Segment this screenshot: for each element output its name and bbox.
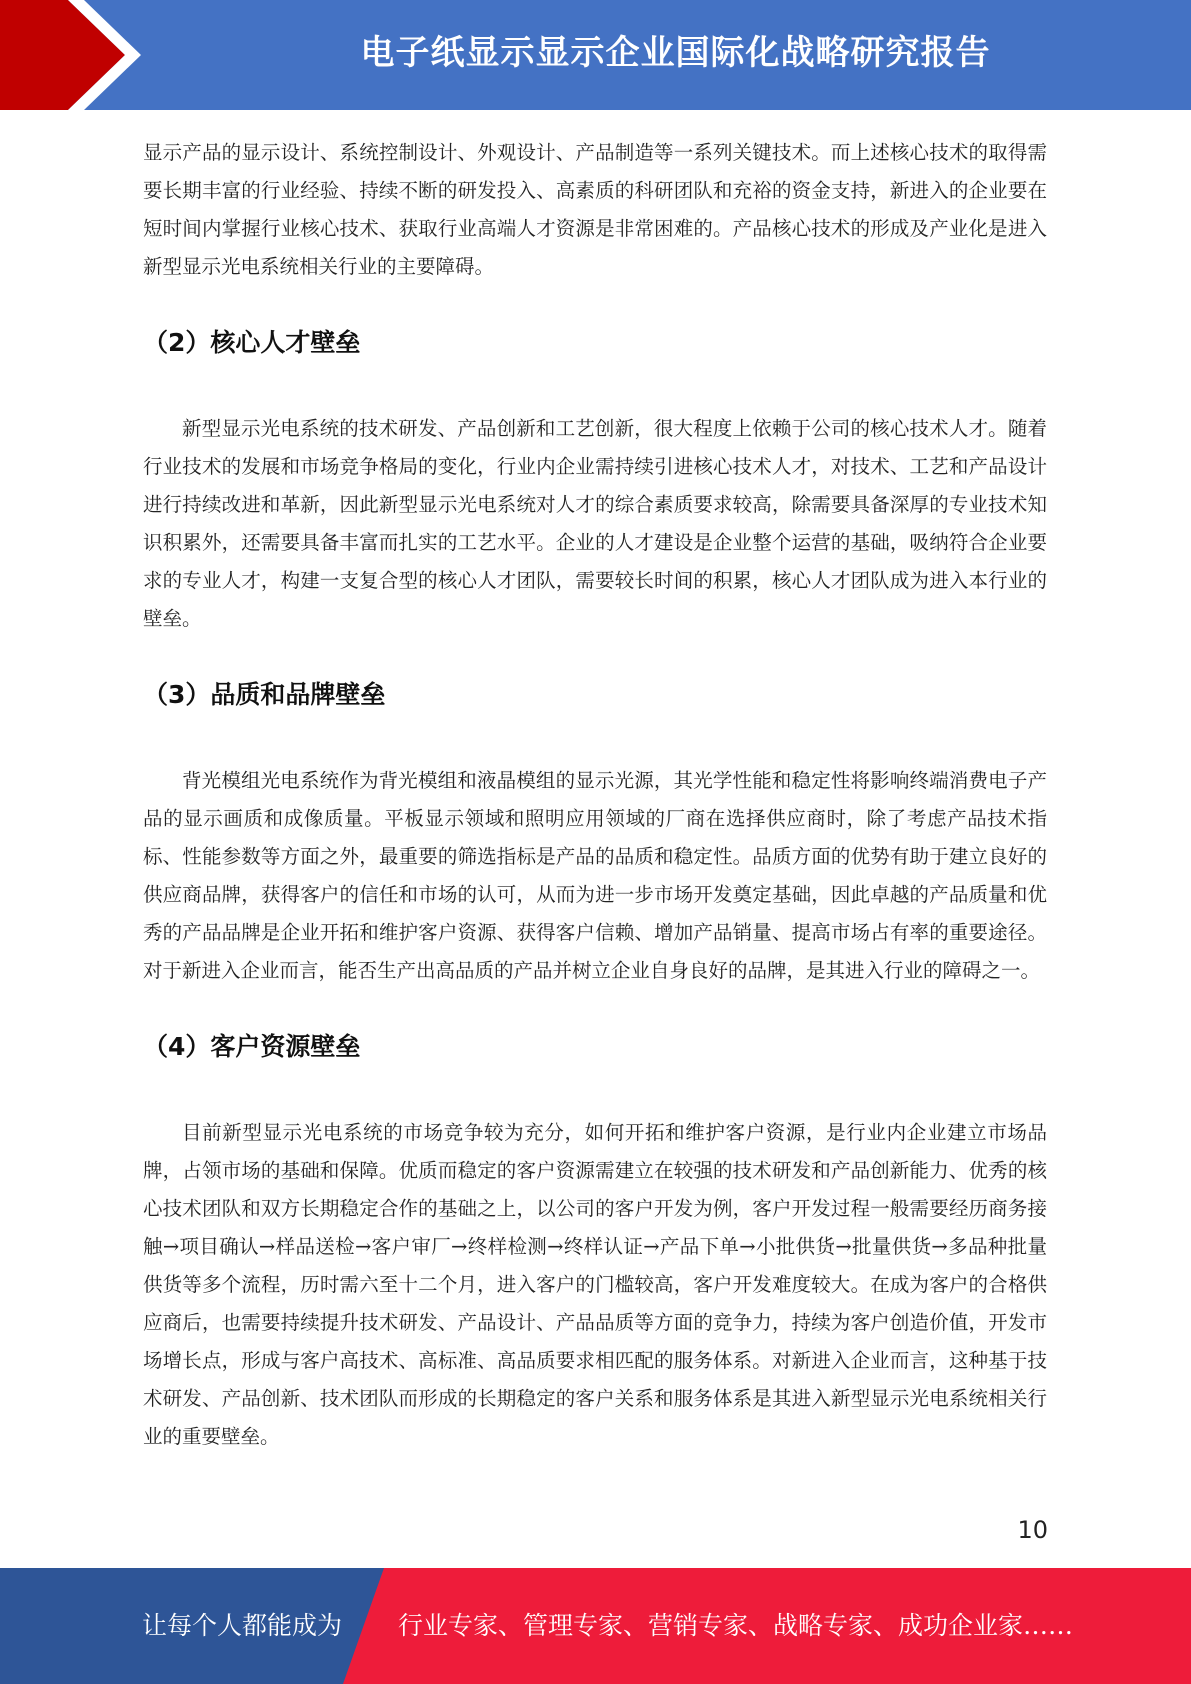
page-body [143, 134, 1047, 1456]
section-heading-customer: （4）客户资源壁垒 [143, 1032, 361, 1061]
section-paragraph-customer: 目前新型显示光电系统的市场竞争较为充分，如何开拓和维护客户资源，是行业内企业建立市场品牌，占领市场的基础和保障。优质而稳定的客户资源需建立在较强的技术研发和产品创新能力、优秀的核心技术团队和双方长期稳定合作的基础之上，以公司的客户开发为例，客户开发过程一般需要经历商务接触→项目确认→样品送检→客户审厂→终样检测→终样认证→产品下单→小批供货→批量供货→多品种批量供货等多个流程，历时需六至十二个月，进入客户的门槛较高，客户开发难度较大。在成为客户的合格供应商后，也需要持续提升技术研发、产品设计、产品品质等方面的竞争力，持续为客户创造价值，开发市场增长点，形成与客户高技术、高标准、高品质要求相匹配的服务体系。对新进入企业而言，这种基于技术研发、产品创新、技术团队而形成的长期稳定的客户关系和服务体系是其进入新型显示光电系统相关行业的重要壁垒。 [143, 1121, 1047, 1448]
header-arrow-icon [0, 0, 160, 110]
page-header [0, 0, 1191, 110]
intro-paragraph: 显示产品的显示设计、系统控制设计、外观设计、产品制造等一系列关键技术。而上述核心技术的取得需要长期丰富的行业经验、持续不断的研发投入、高素质的科研团队和充裕的资金支持，新进入的企业要在短时间内掌握行业核心技术、获取行业高端人才资源是非常困难的。产品核心技术的形成及产业化是进入新型显示光电系统相关行业的主要障碍。 [143, 141, 1047, 278]
section-paragraph-quality-brand: 背光模组光电系统作为背光模组和液晶模组的显示光源，其光学性能和稳定性将影响终端消费电子产品的显示画质和成像质量。平板显示领域和照明应用领域的厂商在选择供应商时，除了考虑产品技术指标、性能参数等方面之外，最重要的筛选指标是产品的品质和稳定性。品质方面的优势有助于建立良好的供应商品牌，获得客户的信任和市场的认可，从而为进一步市场开发奠定基础，因此卓越的产品质量和优秀的产品品牌是企业开拓和维护客户资源、获得客户信赖、增加产品销量、提高市场占有率的重要途径。对于新进入企业而言，能否生产出高品质的产品并树立企业自身良好的品牌，是其进入行业的障碍之一。 [143, 769, 1047, 982]
footer-slogan-left: 让每个人都能成为 [142, 1611, 343, 1640]
report-title: 电子纸显示显示企业国际化战略研究报告 [360, 33, 991, 73]
section-heading-talent: （2）核心人才壁垒 [143, 328, 361, 357]
footer-slogan-right: 行业专家、管理专家、营销专家、战略专家、成功企业家…… [398, 1611, 1074, 1640]
page-footer [0, 1568, 1191, 1684]
page-number: 10 [1017, 1516, 1048, 1544]
section-paragraph-talent: 新型显示光电系统的技术研发、产品创新和工艺创新，很大程度上依赖于公司的核心技术人才。随着行业技术的发展和市场竞争格局的变化，行业内企业需持续引进核心技术人才，对技术、工艺和产品设计进行持续改进和革新，因此新型显示光电系统对人才的综合素质要求较高，除需要具备深厚的专业技术知识积累外，还需要具备丰富而扎实的工艺水平。企业的人才建设是企业整个运营的基础，吸纳符合企业要求的专业人才，构建一支复合型的核心人才团队，需要较长时间的积累，核心人才团队成为进入本行业的壁垒。 [143, 417, 1047, 630]
section-heading-quality-brand: （3）品质和品牌壁垒 [143, 680, 386, 709]
